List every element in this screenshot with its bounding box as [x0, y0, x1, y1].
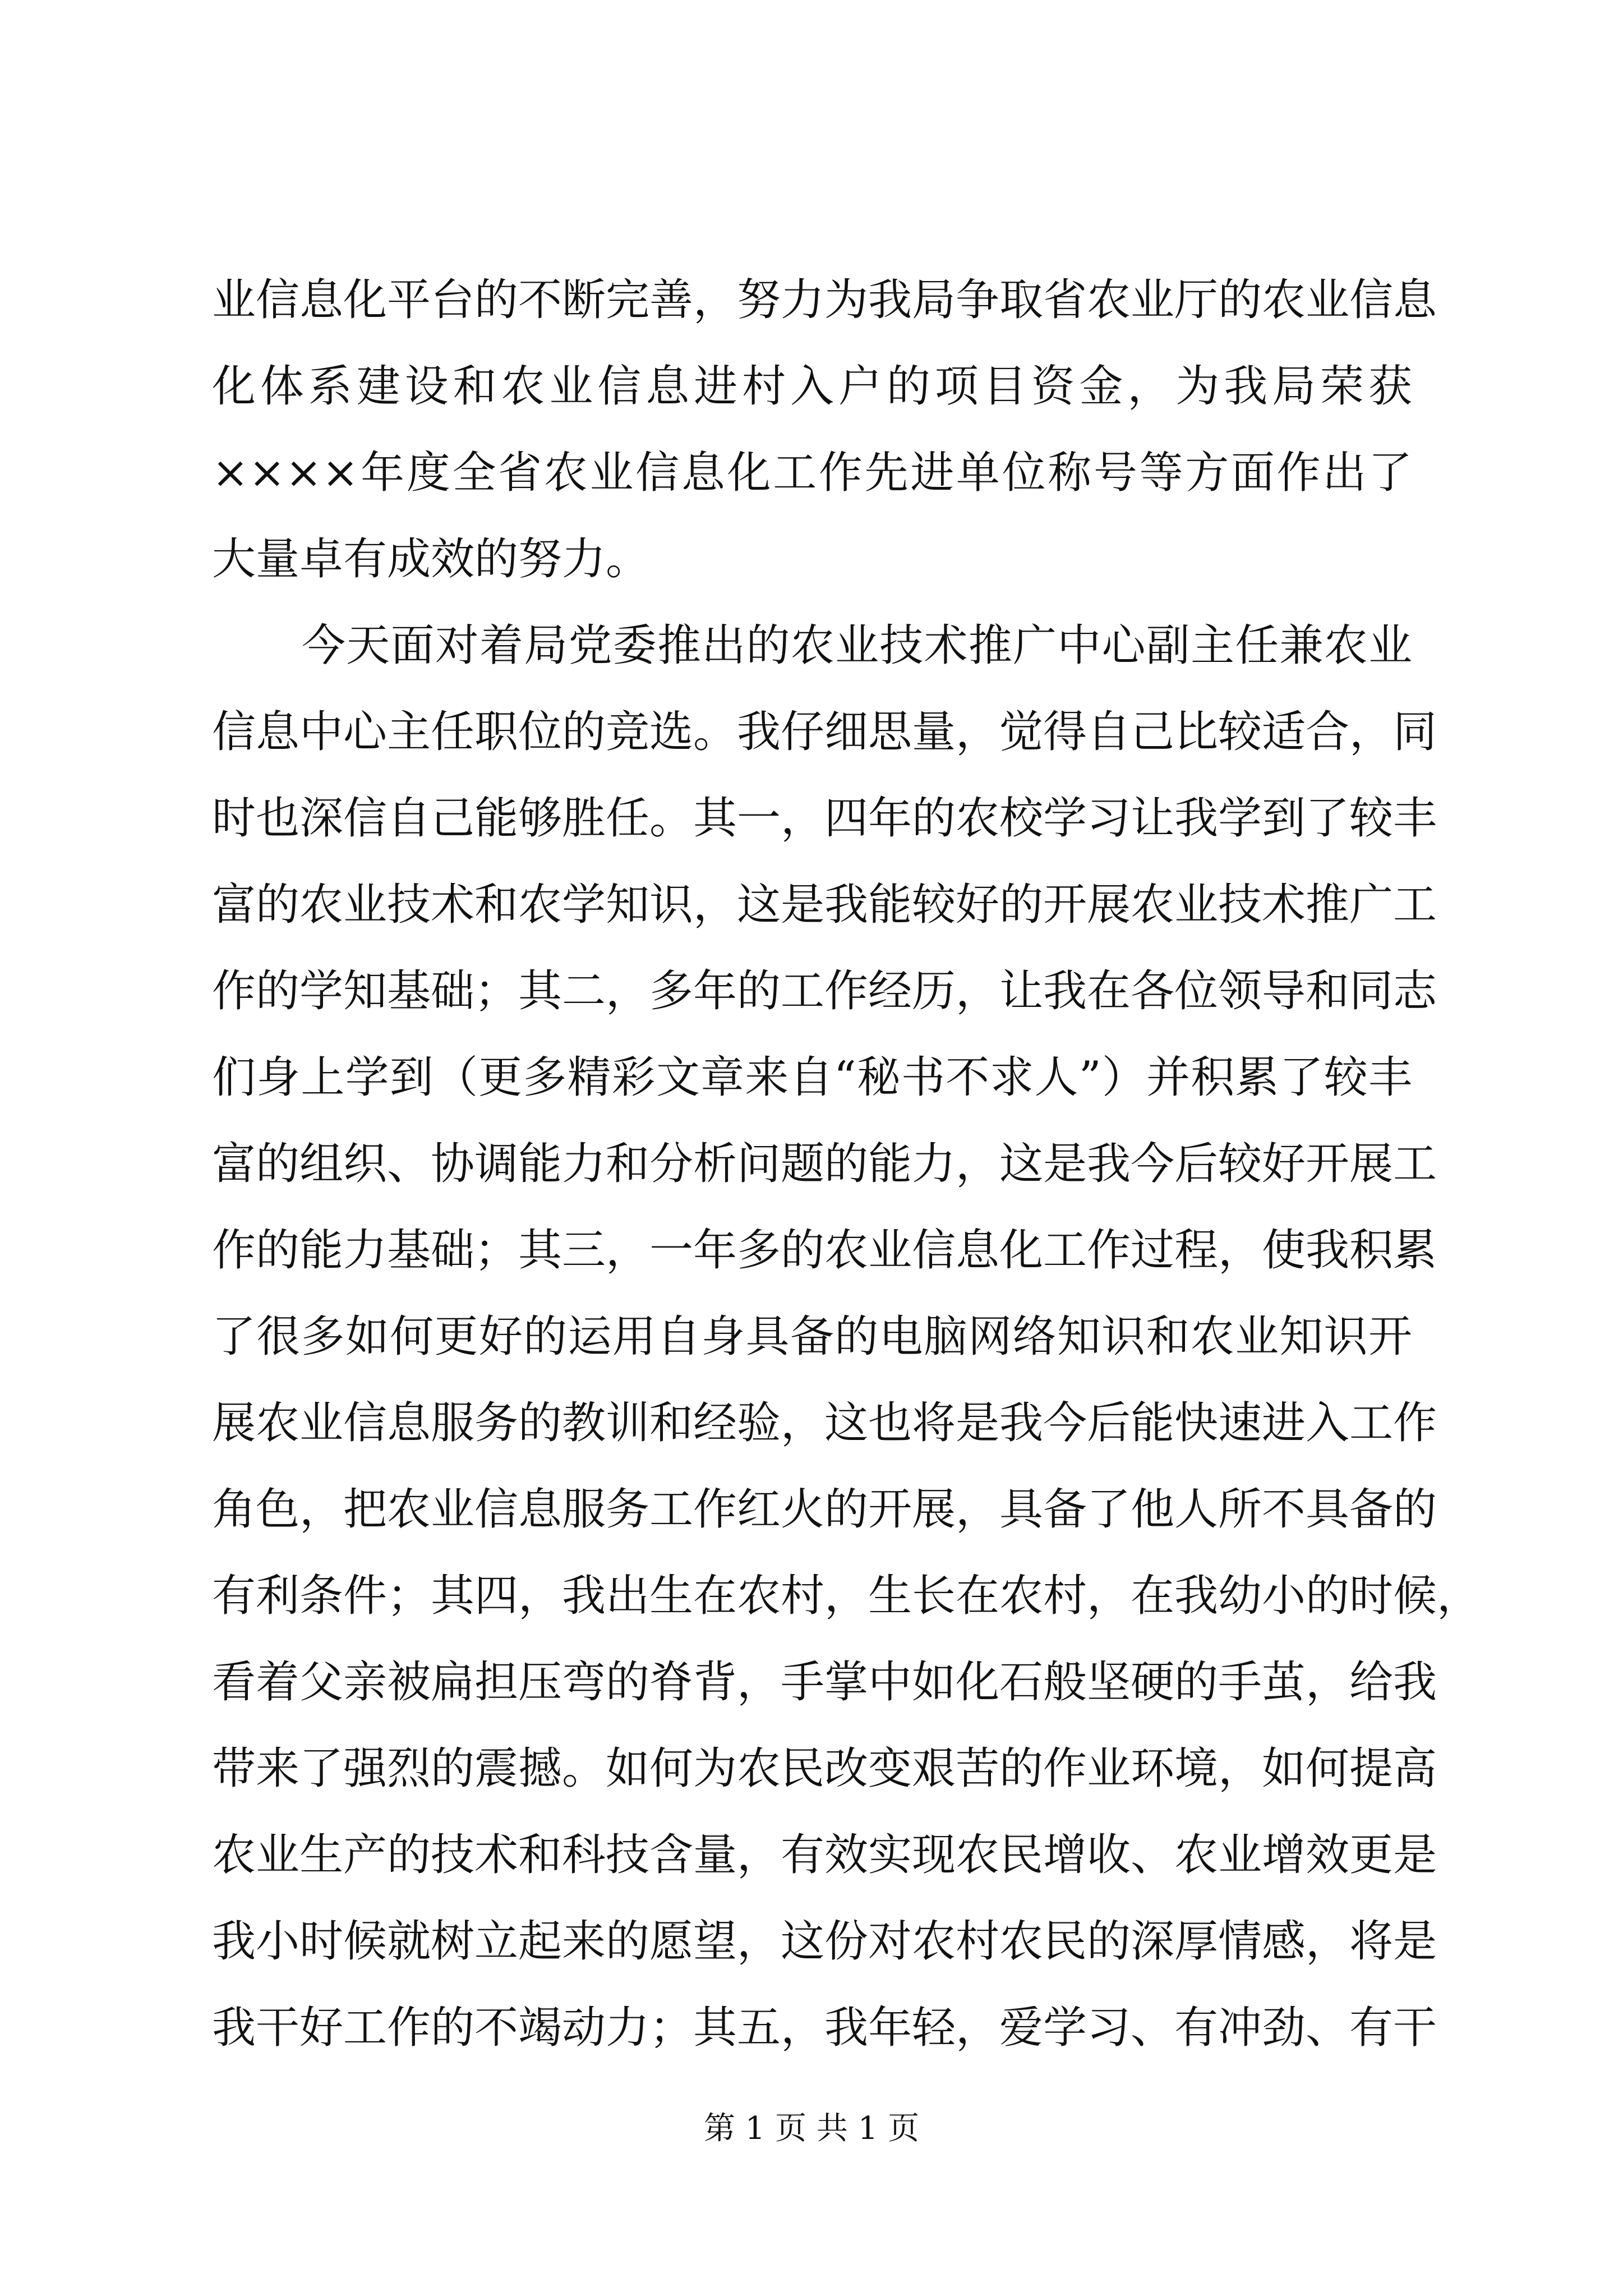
text-line: 时也深信自己能够胜任。其一，四年的农校学习让我学到了较丰 [212, 793, 1437, 844]
text-line: 展农业信息服务的教训和经验，这也将是我今后能快速进入工作 [212, 1398, 1437, 1448]
document-body [212, 257, 1481, 2071]
text-line: ××××年度全省农业信息化工作先进单位称号等方面作出了 [212, 448, 1412, 498]
text-line: 业信息化平台的不断完善，努力为我局争取省农业厅的农业信息 [212, 275, 1437, 325]
text-line: 我干好工作的不竭动力；其五，我年轻，爱学习、有冲劲、有干 [212, 2003, 1437, 2053]
text-line: 信息中心主任职位的竞选。我仔细思量，觉得自己比较适合，同 [212, 707, 1437, 757]
paragraph [212, 257, 1437, 602]
text-line: 带来了强烈的震撼。如何为农民改变艰苦的作业环境，如何提高 [212, 1743, 1437, 1794]
page-number-footer: 第 1 页 共 1 页 [703, 2110, 920, 2147]
text-line: 作的学知基础；其二，多年的工作经历，让我在各位领导和同志 [212, 966, 1437, 1016]
text-line: 看着父亲被扁担压弯的脊背，手掌中如化石般坚硬的手茧，给我 [212, 1657, 1437, 1708]
paragraph [212, 602, 1481, 2071]
text-line: 我小时候就树立起来的愿望，这份对农村农民的深厚情感，将是 [212, 1916, 1437, 1967]
text-line: 化体系建设和农业信息进村入户的项目资金，为我局荣获 [212, 361, 1412, 412]
text-line: 大量卓有成效的努力。 [212, 534, 650, 585]
text-line: 农业生产的技术和科技含量，有效实现农民增收、农业增效更是 [212, 1830, 1437, 1880]
text-line: 了很多如何更好的运用自身具备的电脑网络知识和农业知识开 [212, 1312, 1412, 1362]
text-line: 今天面对着局党委推出的农业技术推广中心副主任兼农业 [302, 620, 1412, 671]
text-line: 富的农业技术和农学知识，这是我能较好的开展农业技术推广工 [212, 880, 1437, 930]
text-line: 角色，把农业信息服务工作红火的开展，具备了他人所不具备的 [212, 1484, 1437, 1535]
text-line: 有利条件；其四，我出生在农村，生长在农村，在我幼小的时候， [212, 1571, 1481, 1621]
text-line: 富的组织、协调能力和分析问题的能力，这是我今后较好开展工 [212, 1139, 1437, 1189]
text-line: 作的能力基础；其三，一年多的农业信息化工作过程，使我积累 [212, 1225, 1437, 1276]
text-line: 们身上学到（更多精彩文章来自“秘书不求人”）并积累了较丰 [212, 1052, 1412, 1103]
